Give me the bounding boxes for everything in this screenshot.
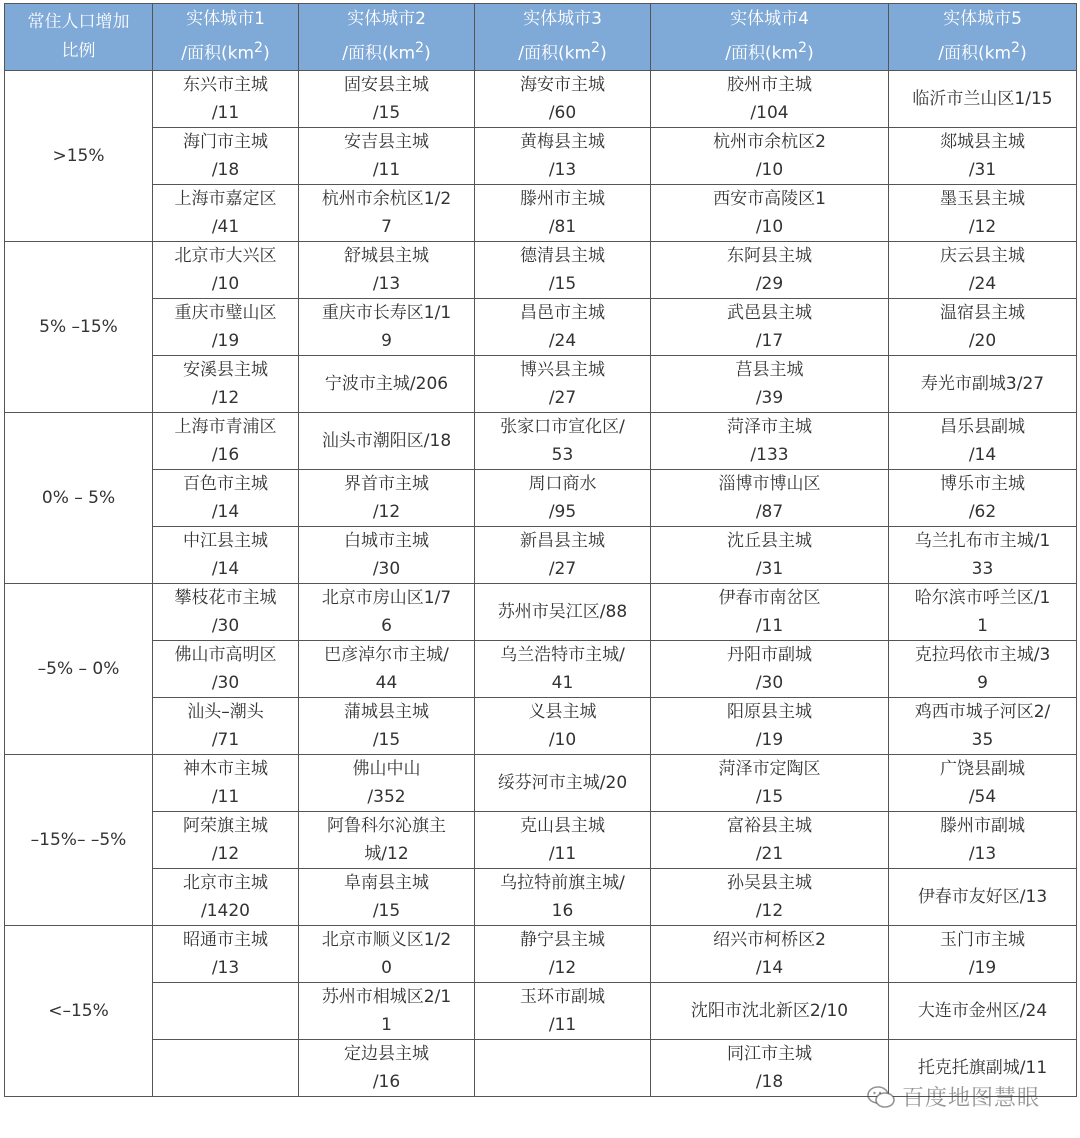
city-cell-text: 绍兴市柯桥区2 /14 (713, 930, 826, 978)
city-cell (475, 584, 651, 641)
city-cell (299, 869, 475, 926)
city-cell (475, 242, 651, 299)
city-cell-text: 北京市主城 /1420 (183, 873, 268, 921)
city-cell-text: 杭州市余杭区1/2 7 (321, 189, 452, 237)
city-cell (475, 185, 651, 242)
city-cell-text: 周口商水 /95 (528, 474, 597, 522)
city-cell-text: 东阿县主城 /29 (727, 246, 812, 294)
city-cell-text: 百色市主城 /14 (183, 474, 268, 522)
city-cell (889, 413, 1077, 470)
city-cell (299, 755, 475, 812)
city-cell (153, 185, 299, 242)
city-cell (889, 698, 1077, 755)
city-cell-text: 温宿县主城 /20 (940, 303, 1025, 351)
growth-group-label: –15%– –5% (5, 755, 153, 926)
city-cell (153, 755, 299, 812)
city-cell (651, 641, 889, 698)
city-cell (651, 413, 889, 470)
city-cell (651, 926, 889, 983)
city-cell-text: 宁波市主城/206 (324, 374, 449, 394)
city-cell-text: 德清县主城 /15 (520, 246, 605, 294)
city-cell (475, 755, 651, 812)
city-cell-text: 寿光市副城3/27 (920, 374, 1045, 394)
city-cell (651, 242, 889, 299)
city-cell (153, 983, 299, 1040)
city-cell (299, 71, 475, 128)
city-cell (153, 1040, 299, 1097)
city-cell-text: 界首市主城 /12 (344, 474, 429, 522)
city-cell-text: 佛山市高明区 /30 (174, 645, 277, 693)
city-cell (651, 869, 889, 926)
city-cell-text: 汕头市潮阳区/18 (321, 431, 452, 451)
city-cell (889, 869, 1077, 926)
table-row (5, 869, 1077, 926)
city-cell-text: 阜南县主城 /15 (344, 873, 429, 921)
table-row (5, 71, 1077, 128)
watermark (866, 1081, 1040, 1112)
city-cell-text: 新昌县主城 /27 (520, 531, 605, 579)
city-cell (889, 299, 1077, 356)
city-cell-text: 玉门市主城 /19 (940, 930, 1025, 978)
table-row (5, 755, 1077, 812)
city-cell (475, 413, 651, 470)
city-cell-text: 苏州市相城区2/1 1 (321, 987, 452, 1035)
city-cell-text: 克山县主城 /11 (520, 816, 605, 864)
city-cell (153, 242, 299, 299)
city-cell-text: 佛山中山 /352 (352, 759, 421, 807)
city-cell-text: 海门市主城 /18 (183, 132, 268, 180)
city-cell-text: 广饶县副城 /54 (940, 759, 1025, 807)
city-cell-text: 托克托旗副城/11 (917, 1058, 1048, 1078)
city-cell (153, 812, 299, 869)
city-cell-text: 东兴市主城 /11 (183, 75, 268, 123)
city-cell-text: 张家口市宣化区/ 53 (500, 417, 625, 465)
watermark-text: 百度地图慧眼 (901, 1086, 1040, 1111)
city-cell-text: 汕头–潮头 /71 (187, 702, 264, 750)
city-cell (475, 71, 651, 128)
city-cell (299, 356, 475, 413)
city-cell (475, 641, 651, 698)
city-cell-text: 杭州市余杭区2 /10 (713, 132, 826, 180)
city-cell-text: 大连市金州区/24 (917, 1001, 1048, 1021)
city-cell (889, 584, 1077, 641)
city-cell-text: 上海市嘉定区 /41 (174, 189, 277, 237)
table-row (5, 983, 1077, 1040)
city-cell-text: 昭通市主城 /13 (183, 930, 268, 978)
city-cell-text: 丹阳市副城 /30 (727, 645, 812, 693)
city-cell (299, 299, 475, 356)
table-row (5, 356, 1077, 413)
city-cell (889, 71, 1077, 128)
city-cell-text: 苏州市吴江区/88 (497, 602, 628, 622)
city-cell (299, 413, 475, 470)
city-cell-text: 胶州市主城 /104 (727, 75, 812, 123)
city-cell-text: 莒县主城 /39 (735, 360, 804, 408)
city-cell-text: 乌拉特前旗主城/ 16 (500, 873, 625, 921)
table-row (5, 242, 1077, 299)
city-cell-text: 鸡西市城子河区2/ 35 (914, 702, 1051, 750)
city-cell-text: 安吉县主城 /11 (344, 132, 429, 180)
growth-group-label: 5% –15% (5, 242, 153, 413)
city-cell-text: 巴彦淖尔市主城/ 44 (324, 645, 449, 693)
city-cell (299, 128, 475, 185)
city-cell-text: 蒲城县主城 /15 (344, 702, 429, 750)
city-cell (475, 983, 651, 1040)
city-cell-text: 临沂市兰山区1/15 (912, 89, 1053, 109)
city-cell (475, 926, 651, 983)
city-cell (889, 641, 1077, 698)
city-cell (889, 812, 1077, 869)
header-city-3: 实体城市3 /面积$(km^2)$ (475, 4, 651, 71)
city-cell-text: 重庆市璧山区 /19 (174, 303, 277, 351)
table-row (5, 698, 1077, 755)
table-row (5, 812, 1077, 869)
population-city-table (4, 3, 1077, 1097)
city-cell-text: 静宁县主城 /12 (520, 930, 605, 978)
city-cell-text: 神木市主城 /11 (183, 759, 268, 807)
city-cell-text: 北京市大兴区 /10 (174, 246, 277, 294)
city-cell-text: 郯城县主城 /31 (940, 132, 1025, 180)
city-cell (475, 128, 651, 185)
city-cell-text: 绥芬河市主城/20 (497, 773, 628, 793)
city-cell (153, 641, 299, 698)
city-cell (153, 926, 299, 983)
city-cell-text: 淄博市博山区 /87 (718, 474, 821, 522)
city-cell-text: 乌兰浩特市主城/ 41 (500, 645, 625, 693)
header-city-1: 实体城市1 /面积$(km^2)$ (153, 4, 299, 71)
city-cell (153, 413, 299, 470)
city-cell (651, 299, 889, 356)
city-cell-text: 伊春市南岔区 /11 (718, 588, 821, 636)
city-cell (889, 755, 1077, 812)
city-cell-text: 中江县主城 /14 (183, 531, 268, 579)
city-cell (299, 641, 475, 698)
city-cell-text: 北京市房山区1/7 6 (321, 588, 452, 636)
city-cell-text: 北京市顺义区1/2 0 (321, 930, 452, 978)
city-cell (475, 812, 651, 869)
city-cell (651, 584, 889, 641)
city-cell (889, 242, 1077, 299)
city-cell-text: 菏泽市主城 /133 (727, 417, 812, 465)
city-cell-text: 白城市主城 /30 (344, 531, 429, 579)
city-cell-text: 阿荣旗主城 /12 (183, 816, 268, 864)
city-cell-text: 昌乐县副城 /14 (940, 417, 1025, 465)
city-cell-text: 武邑县主城 /17 (727, 303, 812, 351)
city-cell (299, 926, 475, 983)
city-cell (651, 527, 889, 584)
city-cell (475, 527, 651, 584)
city-cell (651, 185, 889, 242)
city-cell (299, 698, 475, 755)
table-row (5, 299, 1077, 356)
city-cell (475, 356, 651, 413)
city-cell-text: 重庆市长寿区1/1 9 (321, 303, 452, 351)
city-cell-text: 乌兰扎布市主城/1 33 (914, 531, 1051, 579)
city-cell-text: 滕州市主城 /81 (520, 189, 605, 237)
city-cell (651, 983, 889, 1040)
growth-group-label: 0% – 5% (5, 413, 153, 584)
city-cell (153, 584, 299, 641)
city-cell (299, 242, 475, 299)
city-cell-text: 西安市高陵区1 /10 (713, 189, 826, 237)
table-row (5, 641, 1077, 698)
city-cell-text: 攀枝花市主城 /30 (174, 588, 277, 636)
city-cell (889, 185, 1077, 242)
city-cell-text: 固安县主城 /15 (344, 75, 429, 123)
city-cell-text: 博兴县主城 /27 (520, 360, 605, 408)
city-cell (299, 584, 475, 641)
city-cell (889, 527, 1077, 584)
city-cell (153, 470, 299, 527)
header-city-2: 实体城市2 /面积$(km^2)$ (299, 4, 475, 71)
city-cell (153, 356, 299, 413)
city-cell-text: 沈丘县主城 /31 (727, 531, 812, 579)
table-row (5, 470, 1077, 527)
city-cell-text: 伊春市友好区/13 (917, 887, 1048, 907)
growth-group-label: <–15% (5, 926, 153, 1097)
city-cell (889, 926, 1077, 983)
city-cell (651, 1040, 889, 1097)
table-row (5, 413, 1077, 470)
city-cell (475, 1040, 651, 1097)
city-cell (475, 698, 651, 755)
city-cell (153, 299, 299, 356)
city-cell (651, 698, 889, 755)
table-row (5, 926, 1077, 983)
header-row (5, 4, 1077, 71)
city-cell (475, 470, 651, 527)
city-cell-text: 墨玉县主城 /12 (940, 189, 1025, 237)
city-cell-text: 庆云县主城 /24 (940, 246, 1025, 294)
city-cell (651, 470, 889, 527)
city-cell-text: 安溪县主城 /12 (183, 360, 268, 408)
city-cell (299, 1040, 475, 1097)
city-cell (889, 983, 1077, 1040)
city-cell-text: 海安市主城 /60 (520, 75, 605, 123)
city-cell-text: 博乐市主城 /62 (940, 474, 1025, 522)
city-cell (651, 356, 889, 413)
city-cell-text: 定边县主城 /16 (344, 1044, 429, 1092)
city-cell-text: 昌邑市主城 /24 (520, 303, 605, 351)
city-cell (299, 812, 475, 869)
city-cell (889, 128, 1077, 185)
city-cell (475, 299, 651, 356)
city-cell (651, 71, 889, 128)
header-city-5: 实体城市5 /面积$(km^2)$ (889, 4, 1077, 71)
city-cell (153, 698, 299, 755)
city-cell (153, 128, 299, 185)
city-cell-text: 黄梅县主城 /13 (520, 132, 605, 180)
city-cell-text: 菏泽市定陶区 /15 (718, 759, 821, 807)
city-cell (153, 527, 299, 584)
table-row (5, 185, 1077, 242)
city-cell (889, 356, 1077, 413)
city-cell (475, 869, 651, 926)
city-cell (299, 527, 475, 584)
city-cell-text: 义县主城 /10 (528, 702, 597, 750)
city-cell-text: 孙吴县主城 /12 (727, 873, 812, 921)
city-cell-text: 沈阳市沈北新区2/10 (690, 1001, 849, 1021)
city-cell (651, 755, 889, 812)
growth-group-label: >15% (5, 71, 153, 242)
city-cell-text: 玉环市副城 /11 (520, 987, 605, 1035)
city-cell (299, 185, 475, 242)
header-city-4: 实体城市4 /面积$(km^2)$ (651, 4, 889, 71)
city-cell (651, 812, 889, 869)
city-cell (153, 869, 299, 926)
city-cell-text: 克拉玛依市主城/3 9 (914, 645, 1051, 693)
city-cell-text: 上海市青浦区 /16 (174, 417, 277, 465)
city-cell-text: 滕州市副城 /13 (940, 816, 1025, 864)
city-cell (889, 470, 1077, 527)
table-row (5, 527, 1077, 584)
table-row (5, 128, 1077, 185)
table-row (5, 584, 1077, 641)
city-cell-text: 阿鲁科尔沁旗主 城/12 (327, 816, 446, 864)
city-cell (299, 983, 475, 1040)
city-cell-text: 哈尔滨市呼兰区/1 1 (914, 588, 1051, 636)
growth-group-label: –5% – 0% (5, 584, 153, 755)
table-body (5, 71, 1077, 1097)
city-cell (651, 128, 889, 185)
city-cell-text: 同江市主城 /18 (727, 1044, 812, 1092)
city-cell (299, 470, 475, 527)
city-cell-text: 舒城县主城 /13 (344, 246, 429, 294)
city-cell-text: 富裕县主城 /21 (727, 816, 812, 864)
wechat-icon (866, 1084, 896, 1110)
header-growth-ratio: 常住人口增加 比例 (5, 4, 153, 71)
city-cell-text: 阳原县主城 /19 (727, 702, 812, 750)
city-cell (153, 71, 299, 128)
